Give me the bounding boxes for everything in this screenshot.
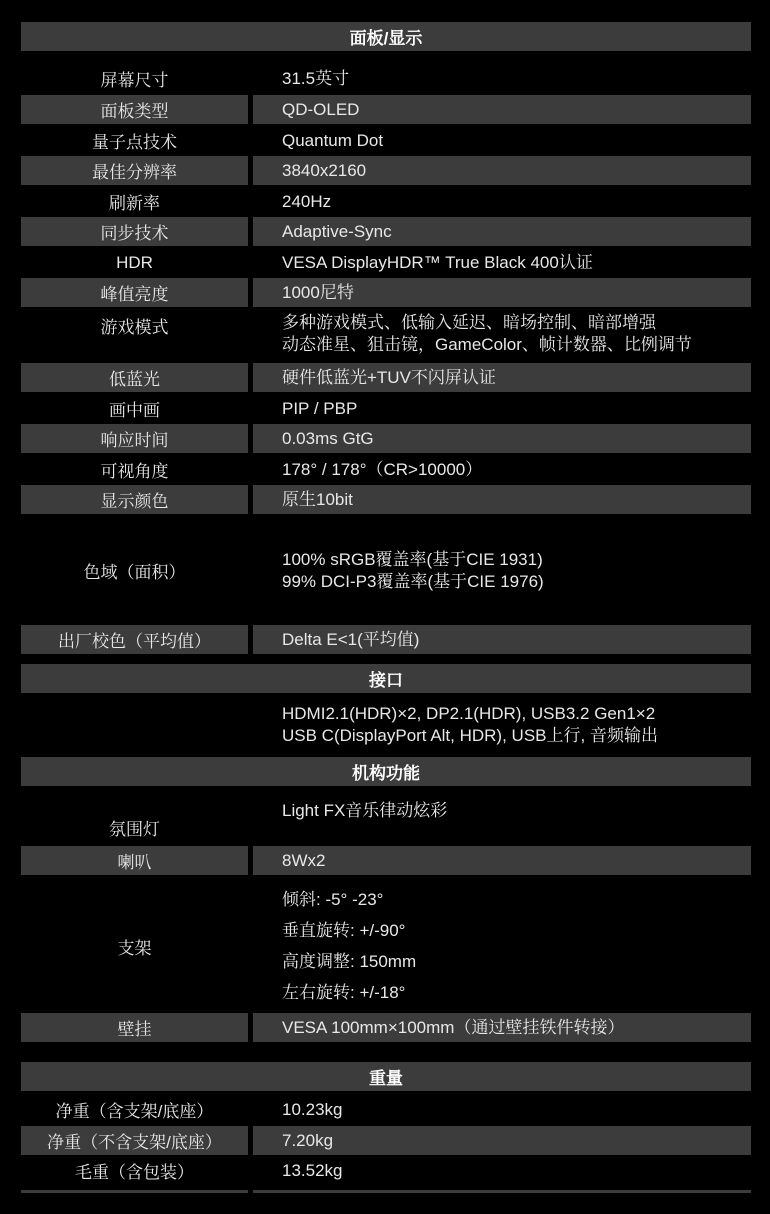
spec-value-line: 左右旋转: +/-18° bbox=[282, 983, 406, 1002]
spec-value: 10.23kg bbox=[282, 1099, 343, 1119]
spec-label: 最佳分辨率 bbox=[21, 156, 248, 185]
spec-value: 3840x2160 bbox=[253, 156, 751, 185]
spec-value bbox=[253, 884, 751, 1008]
spec-value: 1000尼特 bbox=[253, 278, 751, 307]
spec-value bbox=[253, 518, 751, 623]
spec-value bbox=[253, 700, 751, 750]
spec-row-ambient-light bbox=[21, 800, 751, 842]
spec-label: 氛围灯 bbox=[109, 820, 160, 839]
spec-value: VESA 100mm×100mm（通过壁挂铁件转接） bbox=[253, 1013, 751, 1042]
spec-label: 量子点技术 bbox=[92, 133, 177, 152]
spec-value: 原生10bit bbox=[253, 485, 751, 514]
spec-label: 支架 bbox=[117, 938, 152, 958]
spec-value: PIP / PBP bbox=[282, 398, 358, 418]
spec-label: 毛重（含包装） bbox=[75, 1163, 194, 1182]
spec-value: 7.20kg bbox=[253, 1126, 751, 1155]
spec-value: 0.03ms GtG bbox=[253, 424, 751, 453]
spec-value: 178° / 178°（CR>10000） bbox=[282, 459, 483, 479]
spec-value: QD-OLED bbox=[253, 95, 751, 124]
spec-label: 净重（含支架/底座） bbox=[55, 1102, 214, 1121]
spec-label: 游戏模式 bbox=[100, 318, 169, 337]
spec-value: Delta E<1(平均值) bbox=[253, 625, 751, 654]
spec-row-screen-size bbox=[21, 64, 751, 93]
spec-row-gross-weight bbox=[21, 1156, 751, 1185]
spec-row-peak-brightness bbox=[21, 278, 751, 307]
section-header-ports bbox=[21, 664, 751, 693]
spec-label: 壁挂 bbox=[21, 1013, 248, 1042]
spec-row-game-mode bbox=[21, 309, 751, 359]
spec-label bbox=[21, 700, 248, 750]
spec-label: 色域（面积） bbox=[83, 563, 186, 582]
spec-label: 出厂校色（平均值） bbox=[21, 625, 248, 654]
spec-row-net-weight-with-stand bbox=[21, 1095, 751, 1124]
spec-value-line: 高度调整: 150mm bbox=[282, 952, 417, 971]
section-title: 机构功能 bbox=[352, 764, 420, 783]
spec-value: VESA DisplayHDR™ True Black 400认证 bbox=[282, 252, 593, 272]
spec-value: 31.5英寸 bbox=[282, 68, 350, 88]
spec-label: 喇叭 bbox=[21, 846, 248, 875]
spec-row-viewing-angle bbox=[21, 455, 751, 484]
spec-row-hdr bbox=[21, 248, 751, 277]
spec-label: 峰值亮度 bbox=[21, 278, 248, 307]
spec-value-line: HDMI2.1(HDR)×2, DP2.1(HDR), USB3.2 Gen1×2 bbox=[282, 704, 656, 723]
spec-value: 8Wx2 bbox=[253, 846, 751, 875]
spec-value-line: 垂直旋转: +/-90° bbox=[282, 921, 406, 940]
spec-value-line: 多种游戏模式、低输入延迟、暗场控制、暗部增强 bbox=[282, 313, 656, 332]
table-bottom-rule bbox=[21, 1190, 751, 1193]
spec-label: 同步技术 bbox=[21, 217, 248, 246]
spec-value: 13.52kg bbox=[282, 1160, 343, 1180]
spec-row-factory-calibration bbox=[21, 625, 751, 654]
spec-row-refresh-rate bbox=[21, 187, 751, 216]
spec-value: Quantum Dot bbox=[282, 130, 384, 150]
spec-row-color-depth bbox=[21, 485, 751, 514]
spec-value-line: USB C(DisplayPort Alt, HDR), USB上行, 音频输出 bbox=[282, 726, 658, 745]
spec-row-pip bbox=[21, 394, 751, 423]
section-title: 重量 bbox=[369, 1069, 403, 1088]
spec-row-color-gamut bbox=[21, 518, 751, 623]
spec-label: 净重（不含支架/底座） bbox=[21, 1126, 248, 1155]
spec-row-quantum-dot bbox=[21, 126, 751, 155]
spec-value-line: 100% sRGB覆盖率(基于CIE 1931) bbox=[282, 549, 543, 569]
spec-row-response-time bbox=[21, 424, 751, 453]
divider bbox=[21, 1190, 248, 1193]
divider bbox=[253, 1190, 751, 1193]
spec-value: Light FX音乐律动炫彩 bbox=[282, 801, 448, 820]
spec-value: Adaptive-Sync bbox=[253, 217, 751, 246]
spec-label: 画中画 bbox=[109, 401, 160, 420]
spec-value-line: 99% DCI-P3覆盖率(基于CIE 1976) bbox=[282, 571, 544, 591]
section-title: 接口 bbox=[369, 671, 403, 690]
spec-row-ports bbox=[21, 700, 751, 750]
spec-row-sync bbox=[21, 217, 751, 246]
spec-row-resolution bbox=[21, 156, 751, 185]
spec-label: 可视角度 bbox=[100, 462, 169, 481]
spec-row-wall-mount bbox=[21, 1013, 751, 1042]
spec-label: 面板类型 bbox=[21, 95, 248, 124]
spec-label: 显示颜色 bbox=[21, 485, 248, 514]
spec-value bbox=[253, 309, 751, 359]
section-header-weight bbox=[21, 1062, 751, 1091]
spec-value-line: 动态准星、狙击镜，GameColor、帧计数器、比例调节 bbox=[282, 335, 692, 354]
section-title: 面板/显示 bbox=[349, 29, 423, 48]
spec-row-stand bbox=[21, 884, 751, 1008]
spec-row-low-blue-light bbox=[21, 363, 751, 392]
spec-row-speakers bbox=[21, 846, 751, 875]
spec-value: 240Hz bbox=[282, 191, 332, 211]
spec-value: 硬件低蓝光+TUV不闪屏认证 bbox=[253, 363, 751, 392]
spec-row-net-weight-without-stand bbox=[21, 1126, 751, 1155]
spec-label: HDR bbox=[116, 252, 153, 272]
spec-label: 刷新率 bbox=[109, 194, 160, 213]
section-header-panel bbox=[21, 22, 751, 51]
spec-row-panel-type bbox=[21, 95, 751, 124]
spec-label: 低蓝光 bbox=[21, 363, 248, 392]
spec-value-line: 倾斜: -5° -23° bbox=[282, 890, 384, 909]
spec-label: 屏幕尺寸 bbox=[100, 71, 169, 90]
spec-label: 响应时间 bbox=[21, 424, 248, 453]
section-header-mechanical bbox=[21, 757, 751, 786]
